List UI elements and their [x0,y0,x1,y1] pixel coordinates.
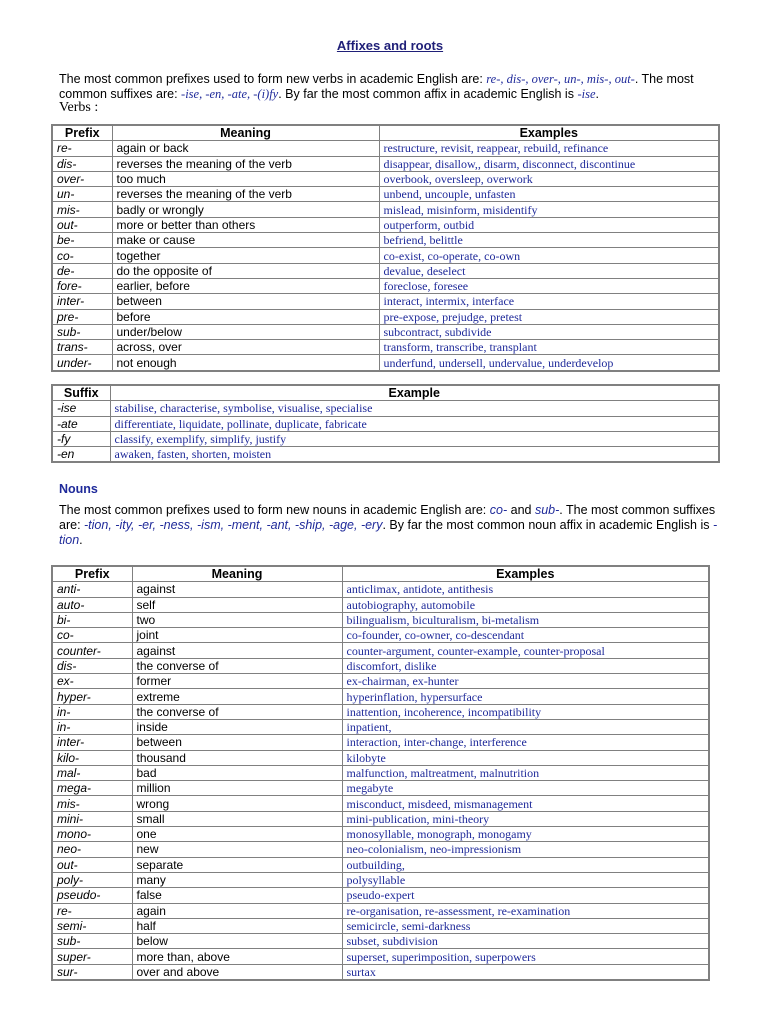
meaning-cell: separate [132,857,342,872]
table-row [52,582,709,597]
column-header-prefix: Prefix [52,125,112,141]
meaning-cell: half [132,918,342,933]
prefix-cell: counter- [52,643,132,658]
table-row [52,658,709,673]
example-cell: awaken, fasten, shorten, moisten [110,447,719,463]
example-cell: classify, exemplify, simplify, justify [110,431,719,446]
meaning-cell: wrong [132,796,342,811]
suffix-cell: -en [52,447,110,463]
prefix-cell: mono- [52,827,132,842]
prefix-cell: mini- [52,811,132,826]
prefix-cell: anti- [52,582,132,597]
examples-cell: co-founder, co-owner, co-descendant [342,628,709,643]
prefix-cell: over- [52,171,112,186]
meaning-cell: extreme [132,689,342,704]
prefix-cell: sub- [52,934,132,949]
examples-cell: kilobyte [342,750,709,765]
prefix-cell: mega- [52,781,132,796]
prefix-cell: hyper- [52,689,132,704]
column-header-example: Example [110,385,719,401]
meaning-cell: more than, above [132,949,342,964]
table-row [52,248,719,263]
examples-cell: inattention, incoherence, incompatibility [342,704,709,719]
suffix-cell: -fy [52,431,110,446]
meaning-cell: under/below [112,324,379,339]
examples-cell: subset, subdivision [342,934,709,949]
meaning-cell: below [132,934,342,949]
meaning-cell: small [132,811,342,826]
prefix-cell: de- [52,263,112,278]
example-cell: stabilise, characterise, symbolise, visualise, specialise [110,401,719,416]
prefix-cell: ex- [52,674,132,689]
table-row [52,141,719,156]
prefix-cell: mis- [52,796,132,811]
verbs-intro-text-1: The most common prefixes used to form new verbs in academic English are: [59,72,487,86]
examples-cell: mislead, misinform, misidentify [379,202,719,217]
examples-cell: malfunction, maltreatment, malnutrition [342,765,709,780]
table-row [52,628,709,643]
table-row [52,233,719,248]
examples-cell: outbuilding, [342,857,709,872]
table-row [52,416,719,431]
prefix-cell: under- [52,355,112,371]
prefix-cell: in- [52,704,132,719]
examples-cell: devalue, deselect [379,263,719,278]
verbs-intro-top-affix: -ise [577,87,596,101]
prefix-cell: mis- [52,202,112,217]
table-row [52,827,709,842]
table-row [52,294,719,309]
examples-cell: hyperinflation, hypersurface [342,689,709,704]
meaning-cell: over and above [132,964,342,980]
meaning-cell: million [132,781,342,796]
table-row [52,447,719,463]
table-row [52,309,719,324]
meaning-cell: too much [112,171,379,186]
table-row [52,263,719,278]
verbs-intro-text-4: . [595,87,599,101]
column-header-meaning: Meaning [112,125,379,141]
verbs-intro-text-3: . By far the most common affix in academic English is [278,87,578,101]
table-row [52,612,709,627]
prefix-cell: out- [52,217,112,232]
table-row [52,278,719,293]
prefix-cell: bi- [52,612,132,627]
meaning-cell: earlier, before [112,278,379,293]
examples-cell: monosyllable, monograph, monogamy [342,827,709,842]
prefix-cell: co- [52,628,132,643]
prefix-cell: mal- [52,765,132,780]
column-header-meaning: Meaning [132,566,342,582]
table-header-row [52,385,719,401]
examples-cell: befriend, belittle [379,233,719,248]
verb-suffix-table [51,384,720,463]
prefix-cell: dis- [52,658,132,673]
table-header-row [52,125,719,141]
table-row [52,811,709,826]
meaning-cell: self [132,597,342,612]
meaning-cell: against [132,582,342,597]
meaning-cell: reverses the meaning of the verb [112,156,379,171]
prefix-cell: in- [52,719,132,734]
meaning-cell: many [132,872,342,887]
table-row [52,689,709,704]
prefix-cell: neo- [52,842,132,857]
examples-cell: overbook, oversleep, overwork [379,171,719,186]
meaning-cell: bad [132,765,342,780]
prefix-cell: trans- [52,340,112,355]
prefix-cell: semi- [52,918,132,933]
nouns-intro-text-3: . By far the most common noun affix in academic English is [382,518,713,532]
table-row [52,202,719,217]
examples-cell: superset, superimposition, superpowers [342,949,709,964]
column-header-examples: Examples [342,566,709,582]
meaning-cell: reverses the meaning of the verb [112,187,379,202]
examples-cell: bilingualism, biculturalism, bi-metalism [342,612,709,627]
nouns-intro-prefix-2: sub- [534,503,560,517]
table-row [52,964,709,980]
table-row [52,842,709,857]
column-header-examples: Examples [379,125,719,141]
meaning-cell: again or back [112,141,379,156]
prefix-cell: auto- [52,597,132,612]
nouns-intro-and: and [507,503,535,517]
page-title: Affixes and roots [336,38,444,53]
prefix-cell: pre- [52,309,112,324]
meaning-cell: against [132,643,342,658]
table-row [52,949,709,964]
table-row [52,888,709,903]
table-row [52,643,709,658]
meaning-cell: before [112,309,379,324]
nouns-intro-text-1: The most common prefixes used to form new nouns in academic English are: [59,503,490,517]
table-row [52,597,709,612]
table-row [52,781,709,796]
table-row [52,704,709,719]
meaning-cell: again [132,903,342,918]
examples-cell: anticlimax, antidote, antithesis [342,582,709,597]
table-row [52,719,709,734]
meaning-cell: one [132,827,342,842]
meaning-cell: inside [132,719,342,734]
examples-cell: surtax [342,964,709,980]
table-row [52,674,709,689]
meaning-cell: thousand [132,750,342,765]
examples-cell: outperform, outbid [379,217,719,232]
table-row [52,401,719,416]
noun-prefix-table [51,565,710,981]
meaning-cell: between [132,735,342,750]
table-row [52,872,709,887]
verbs-intro-text-2: . The most common suffixes are: [59,72,694,101]
meaning-cell: badly or wrongly [112,202,379,217]
examples-cell: unbend, uncouple, unfasten [379,187,719,202]
prefix-cell: re- [52,141,112,156]
table-row [52,355,719,371]
examples-cell: counter-argument, counter-example, counter-proposal [342,643,709,658]
table-row [52,171,719,186]
table-row [52,340,719,355]
examples-cell: misconduct, misdeed, mismanagement [342,796,709,811]
prefix-cell: pseudo- [52,888,132,903]
prefix-cell: sur- [52,964,132,980]
meaning-cell: across, over [112,340,379,355]
meaning-cell: between [112,294,379,309]
examples-cell: pseudo-expert [342,888,709,903]
examples-cell: mini-publication, mini-theory [342,811,709,826]
suffix-cell: -ate [52,416,110,431]
prefix-cell: fore- [52,278,112,293]
prefix-cell: co- [52,248,112,263]
examples-cell: foreclose, foresee [379,278,719,293]
meaning-cell: false [132,888,342,903]
examples-cell: subcontract, subdivide [379,324,719,339]
table-row [52,934,709,949]
verb-prefix-table [51,124,720,372]
example-cell: differentiate, liquidate, pollinate, duplicate, fabricate [110,416,719,431]
meaning-cell: former [132,674,342,689]
prefix-cell: kilo- [52,750,132,765]
verbs-heading: Verbs : [59,100,99,115]
table-header-row [52,566,709,582]
table-row [52,324,719,339]
examples-cell: inpatient, [342,719,709,734]
examples-cell: pre-expose, prejudge, pretest [379,309,719,324]
examples-cell: underfund, undersell, undervalue, underdevelop [379,355,719,371]
prefix-cell: inter- [52,294,112,309]
meaning-cell: the converse of [132,658,342,673]
nouns-heading: Nouns [59,482,98,496]
prefix-cell: sub- [52,324,112,339]
table-row [52,735,709,750]
examples-cell: discomfort, dislike [342,658,709,673]
examples-cell: interact, intermix, interface [379,294,719,309]
table-row [52,796,709,811]
verbs-intro [59,72,724,102]
meaning-cell: joint [132,628,342,643]
meaning-cell: do the opposite of [112,263,379,278]
examples-cell: interaction, inter-change, interference [342,735,709,750]
prefix-cell: un- [52,187,112,202]
column-header-suffix: Suffix [52,385,110,401]
meaning-cell: make or cause [112,233,379,248]
meaning-cell: more or better than others [112,217,379,232]
examples-cell: neo-colonialism, neo-impressionism [342,842,709,857]
table-row [52,431,719,446]
table-row [52,156,719,171]
examples-cell: megabyte [342,781,709,796]
table-row [52,750,709,765]
examples-cell: transform, transcribe, transplant [379,340,719,355]
nouns-intro-prefix-1: co- [489,503,508,517]
verbs-intro-prefixes: re-, dis-, over-, un-, mis-, out- [486,72,635,86]
prefix-cell: out- [52,857,132,872]
nouns-intro [59,503,724,548]
table-row [52,187,719,202]
meaning-cell: not enough [112,355,379,371]
column-header-prefix: Prefix [52,566,132,582]
table-row [52,903,709,918]
examples-cell: disappear, disallow,, disarm, disconnect, discontinue [379,156,719,171]
table-row [52,765,709,780]
meaning-cell: together [112,248,379,263]
examples-cell: restructure, revisit, reappear, rebuild, refinance [379,141,719,156]
meaning-cell: new [132,842,342,857]
table-row [52,217,719,232]
examples-cell: semicircle, semi-darkness [342,918,709,933]
verbs-intro-suffixes: -ise, -en, -ate, -(i)fy [181,87,279,101]
prefix-cell: re- [52,903,132,918]
meaning-cell: two [132,612,342,627]
prefix-cell: dis- [52,156,112,171]
examples-cell: polysyllable [342,872,709,887]
nouns-intro-suffixes: -tion, -ity, -er, -ness, -ism, -ment, -ant, -ship, -age, -ery [84,518,383,532]
prefix-cell: poly- [52,872,132,887]
nouns-intro-top-affix: -tion [59,518,718,547]
prefix-cell: be- [52,233,112,248]
meaning-cell: the converse of [132,704,342,719]
table-row [52,918,709,933]
nouns-intro-text-4: . [79,533,83,547]
nouns-intro-text-2: . The most common suffixes are: [59,503,716,532]
prefix-cell: inter- [52,735,132,750]
examples-cell: re-organisation, re-assessment, re-examination [342,903,709,918]
suffix-cell: -ise [52,401,110,416]
table-row [52,857,709,872]
examples-cell: co-exist, co-operate, co-own [379,248,719,263]
examples-cell: ex-chairman, ex-hunter [342,674,709,689]
examples-cell: autobiography, automobile [342,597,709,612]
prefix-cell: super- [52,949,132,964]
